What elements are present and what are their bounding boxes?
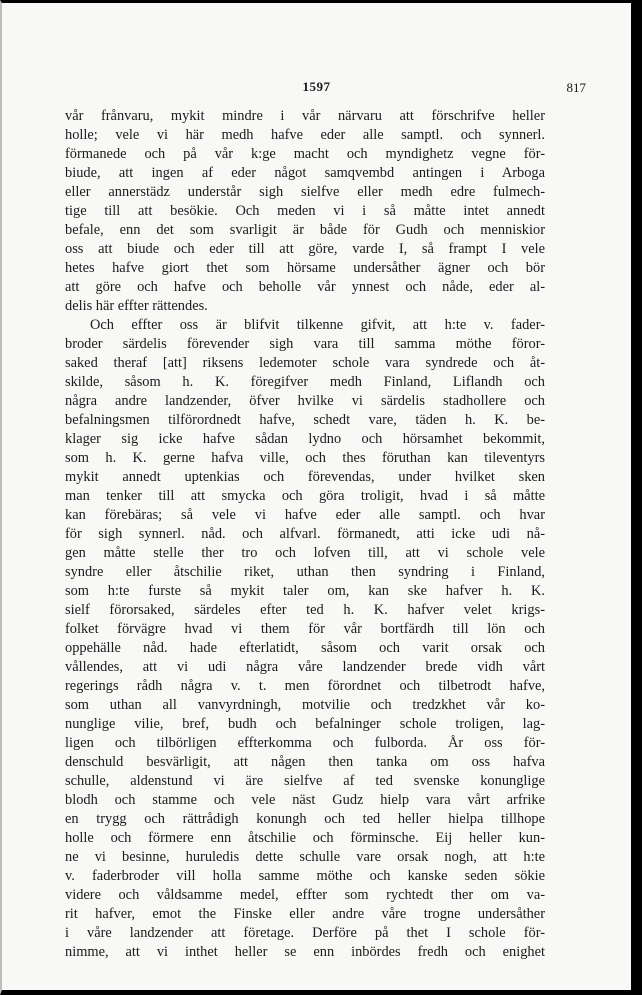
- text-line: syndre eller åtschilie riket, uthan then syndring i Finland,: [65, 564, 545, 580]
- text-line: biude, att ingen af eder något samqvembd antingen i Arboga: [65, 165, 545, 181]
- text-line: skilde, såsom h. K. föregifver medh Finland, Liflandh och: [65, 374, 545, 390]
- text-line: oppehälle nåd. hade efterlatidt, såsom och varit orsak och: [65, 640, 545, 656]
- text-line: hetes hafve giort thet som hörsame undersåther ägner och bör: [65, 260, 545, 276]
- text-line: Och effter oss är blifvit tilkenne gifvit, att h:te v. fader-: [90, 317, 545, 333]
- text-line: holle och förmere enn åtschilie och förminsche. Eij heller kun-: [65, 830, 545, 846]
- text-line: befale, enn det som svarligit är både för Gudh och menniskior: [65, 222, 545, 238]
- text-line: vår frånvaru, mykit mindre i vår närvaru att förschrifve heller: [65, 108, 545, 124]
- text-line: vållendes, att vi udi några våre landzender brede vidh vårt: [65, 659, 545, 675]
- text-line: i våre landzender att företage. Derföre på thet I schole för-: [65, 925, 545, 941]
- text-line: oss att biude och eder till att göre, varde I, så frampt I vele: [65, 241, 545, 257]
- text-line: som h:te furste så mykit taler om, kan ske hafver h. K.: [65, 583, 545, 599]
- text-line: klager sig icke hafve sådan lydno och hörsamhet bekommit,: [65, 431, 545, 447]
- text-line: sielf förorsaked, särdeles efter ted h. K. hafver velet krigs-: [65, 602, 545, 618]
- text-line: ne vi besinne, huruledis dette schulle vare orsak nogh, att h:te: [65, 849, 545, 865]
- text-line: för sigh synnerl. nåd. och alfvarl. förmanedt, atti icke udi nå-: [65, 526, 545, 542]
- text-line: broder särdelis förevender sigh vara till samma möthe föror-: [65, 336, 545, 352]
- page-year-heading: 1597: [302, 79, 331, 94]
- text-line: regerings rådh några v. t. men förordnet och tilbetrodt hafve,: [65, 678, 545, 694]
- text-line: tige till att besökie. Och meden vi i så måtte intet annedt: [65, 203, 545, 219]
- text-line: kan förebäras; så vele vi hafve eder alle samptl. och hvar: [65, 507, 545, 523]
- text-line: denschuld besvärligit, att någen then tanka om oss hafva: [65, 754, 545, 770]
- text-line: saked theraf [att] riksens ledemoter schole vara syndrede och åt-: [65, 355, 545, 371]
- text-line: schulle, aldenstund vi äre sielfve af ted svenske konunglige: [65, 773, 545, 789]
- text-line: videre och våldsamme medel, effter som rychtedt ther om va-: [65, 887, 545, 903]
- text-line: mykit annedt uptenkias och förevendas, under hvilket sken: [65, 469, 545, 485]
- text-line: delis här effter rättendes.: [65, 298, 208, 314]
- text-line: ligen och tilbörligen effterkomma och fulborda. År oss för-: [65, 735, 545, 751]
- text-line: holle; vele vi här medh hafve eder alle samptl. och synnerl.: [65, 127, 545, 143]
- text-line: några andre landzender, öfver hvilke vi särdelis stadhollere och: [65, 393, 545, 409]
- text-line: att göre och hafve och beholle vår ynnest och nåde, eder al-: [65, 279, 545, 295]
- text-line: rit hafver, emot the Finske eller andre våre trogne undersåther: [65, 906, 545, 922]
- text-line: befalningsmen tilförordnedt hafve, schedt vare, täden h. K. be-: [65, 412, 545, 428]
- text-line: som uthan all vanvyrdningh, motvilie och tredzkhet vår ko-: [65, 697, 545, 713]
- text-line: man tenker till att smycka och göra troligit, hvad i så måtte: [65, 488, 545, 504]
- text-line: blodh och stamme och vele näst Gudz hielp vara vårt arfrike: [65, 792, 545, 808]
- text-line: nunglige vilie, bref, budh och befalninger schole troligen, lag-: [65, 716, 545, 732]
- text-line: förmanede och på vår k:ge macht och myndighetz vegne för-: [65, 146, 545, 162]
- book-page: [2, 3, 631, 990]
- text-line: gen måtte stelle ther tro och lofven till, att vi schole vele: [65, 545, 545, 561]
- text-line: eller annerstädz understår sigh sielfve eller medh edre fulmech-: [65, 184, 545, 200]
- page-number: 817: [566, 80, 586, 95]
- text-line: en trygg och rättrådigh konungh och ted heller hielpa tillhope: [65, 811, 545, 827]
- text-line: som h. K. gerne hafva ville, och thes föruthan kan tileventyrs: [65, 450, 545, 466]
- running-head: [2, 79, 631, 99]
- text-line: folket förvägre hvad vi them för vår bortfärdh till lön och: [65, 621, 545, 637]
- text-line: v. faderbroder vill holla samme möthe och kanske seden sökie: [65, 868, 545, 884]
- text-line: nimme, att vi inthet heller se enn inbördes fredh och enighet: [65, 944, 545, 960]
